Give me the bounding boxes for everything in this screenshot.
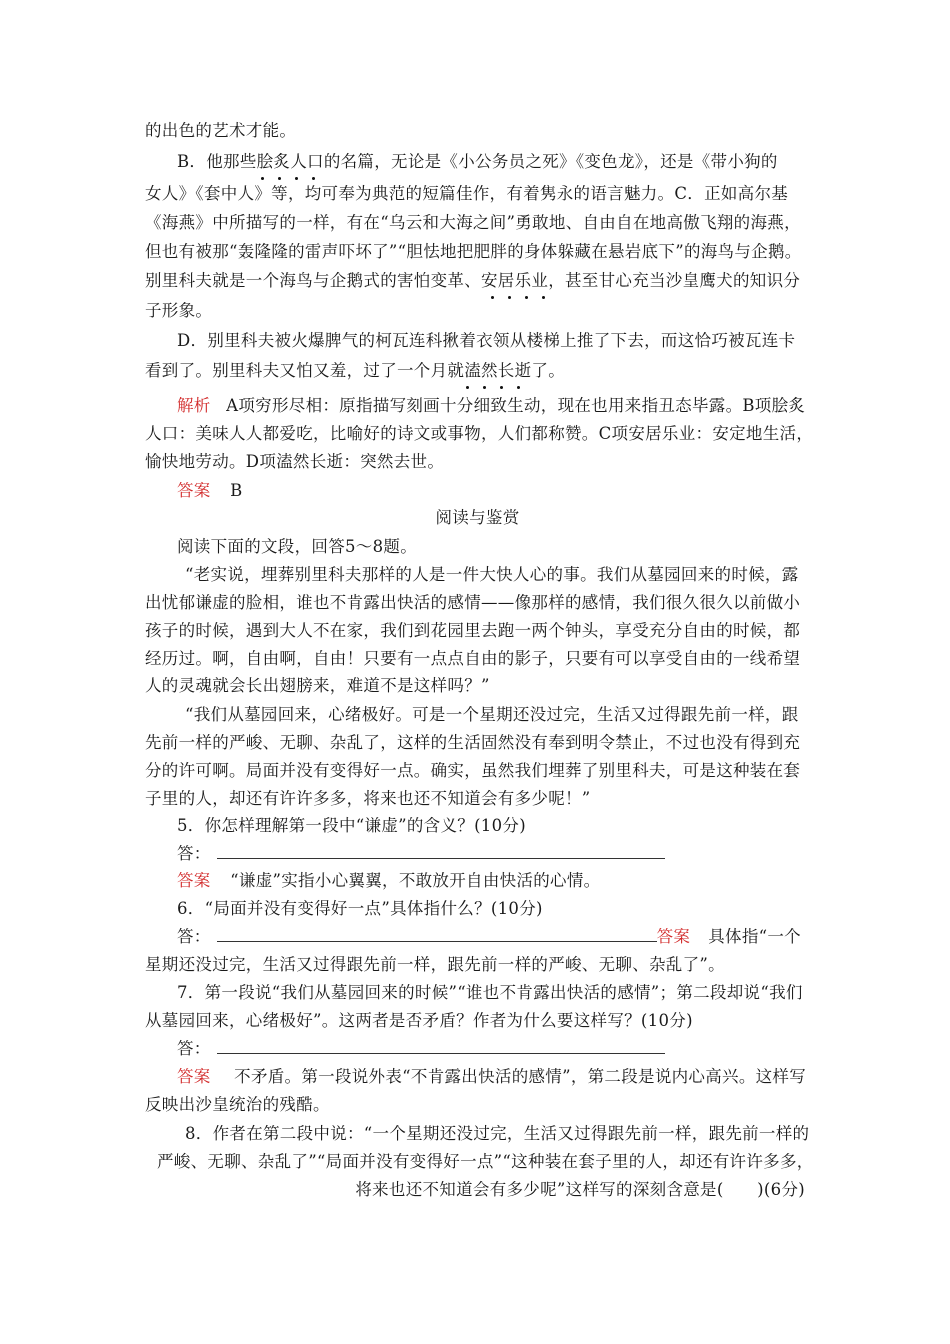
text-line: 看到了。别里科夫又怕又羞，过了一个月就溘然长逝了。 bbox=[145, 357, 810, 385]
answer-label: 答案 bbox=[656, 927, 691, 946]
passage-line: 经历过。啊，自由啊，自由！只要有一点点自由的影子，只要有可以享受自由的一线希望 bbox=[145, 649, 801, 668]
answer-7-line-2: 反映出沙皇统治的残酷。 bbox=[145, 1095, 330, 1114]
text-line: 《海燕》中所描写的一样，有在“乌云和大海之间”勇敢地、自由自在地高傲飞翔的海燕， bbox=[145, 213, 801, 232]
answer-line: 答案 B bbox=[177, 481, 243, 500]
question-7-line-1: 7．第一段说“我们从墓园回来的时候”“谁也不肯露出快活的感情”；第二段却说“我们 bbox=[177, 983, 803, 1002]
answer-field-5[interactable]: 答： bbox=[177, 840, 842, 868]
question-5: 5．你怎样理解第一段中“谦虚”的含义？(10分) bbox=[177, 816, 526, 835]
passage-line: 分的许可啊。局面并没有变得好一点。确实，虽然我们埋葬了别里科夫，可是这种装在套 bbox=[145, 761, 801, 780]
question-7-line-2: 从墓园回来，心绪极好”。这两者是否矛盾？作者为什么要这样写？(10分) bbox=[145, 1011, 693, 1030]
passage-line: “我们从墓园回来，心绪极好。可是一个星期还没过完，生活又过得跟先前一样，跟 bbox=[185, 705, 799, 724]
answer-field-7[interactable]: 答： bbox=[177, 1035, 842, 1063]
text-line: 女人》《套中人》等，均可奉为典范的短篇佳作，有着隽永的语言魅力。C．正如高尔基 bbox=[145, 184, 789, 203]
emphasis-dot bbox=[500, 386, 503, 389]
question-8-line-3: 将来也还不知道会有多少呢”这样写的深刻含意是( )(6分) bbox=[355, 1180, 805, 1199]
text-line: 愉快地劳动。D项溘然长逝：突然去世。 bbox=[145, 452, 445, 471]
emphasis-dot bbox=[466, 386, 469, 389]
text-line: 人口：美味人人都爱吃，比喻好的诗文或事物，人们都称赞。C项安居乐业：安定地生活， bbox=[145, 424, 814, 443]
passage-line: 孩子的时候，遇到大人不在家，我们到花园里去跑一两个钟头，享受充分自由的时候，都 bbox=[145, 621, 801, 640]
text-line: 别里科夫就是一个海鸟与企鹅式的害怕变革、安居乐业，甚至甘心充当沙皇鹰犬的知识分 bbox=[145, 267, 810, 295]
answer-5: 答案 “谦虚”实指小心翼翼，不敢放开自由快活的心情。 bbox=[177, 871, 601, 890]
text-line: 但也有被那“轰隆隆的雷声吓坏了”“胆怯地把肥胖的身体躲藏在悬岩底下”的海鸟与企鹅。 bbox=[145, 242, 802, 261]
passage-line: 子里的人，却还有许许多多，将来也还不知道会有多少呢！” bbox=[145, 789, 591, 808]
answer-label: 答案 bbox=[177, 871, 211, 890]
analysis-label: 解析 bbox=[177, 396, 211, 415]
emphasis-dot bbox=[483, 386, 486, 389]
answer-blank[interactable] bbox=[217, 1039, 665, 1054]
instruction-line: 阅读下面的文段，回答5～8题。 bbox=[177, 537, 417, 556]
answer-blank[interactable] bbox=[217, 844, 665, 859]
text-line: 子形象。 bbox=[145, 301, 213, 320]
answer-label: 答案 bbox=[177, 1067, 211, 1086]
analysis-line-1: 解析 A项穷形尽相：原指描写刻画十分细致生动，现在也用来指丑态毕露。B项脍炙 bbox=[177, 396, 806, 415]
answer-label: 答案 bbox=[177, 481, 211, 500]
question-6: 6．“局面并没有变得好一点”具体指什么？(10分) bbox=[177, 899, 543, 918]
option-b-line-1: B．他那些脍炙人口的名篇，无论是《小公务员之死》《变色龙》，还是《带小狗的 bbox=[177, 148, 842, 176]
option-d-line-1: D．别里科夫被火爆脾气的柯瓦连科揪着衣领从楼梯上推了下去，而这恰巧被瓦连卡 bbox=[177, 331, 796, 350]
question-8-line-1: 8．作者在第二段中说：“一个星期还没过完，生活又过得跟先前一样，跟先前一样的 bbox=[185, 1124, 810, 1143]
emphasis-dot bbox=[517, 386, 520, 389]
passage-line: “老实说，埋葬别里科夫那样的人是一件大快人心的事。我们从墓园回来的时候，露 bbox=[185, 565, 799, 584]
answer-7-line-1: 答案 不矛盾。第一段说外表“不肯露出快活的感情”，第二段是说内心高兴。这样写 bbox=[177, 1067, 807, 1086]
passage-line: 人的灵魂就会长出翅膀来，难道不是这样吗？” bbox=[145, 676, 490, 695]
answer-blank[interactable] bbox=[217, 927, 657, 942]
section-heading: 阅读与鉴赏 bbox=[435, 508, 520, 527]
question-8-line-2: 严峻、无聊、杂乱了”“局面并没有变得好一点”“这种装在套子里的人，却还有许许多多， bbox=[157, 1152, 814, 1171]
answer-6-line: 星期还没过完，生活又过得跟先前一样，跟先前一样的严峻、无聊、杂乱了”。 bbox=[145, 955, 725, 974]
answer-field-6[interactable]: 答： 答案 具体指“一个 bbox=[177, 927, 801, 946]
passage-line: 出忧郁谦虚的脸相，谁也不肯露出快活的感情——像那样的感情，我们很久很久以前做小 bbox=[145, 593, 801, 612]
passage-line: 先前一样的严峻、无聊、杂乱了，这样的生活固然没有奉到明令禁止，不过也没有得到充 bbox=[145, 733, 801, 752]
text-line: 的出色的艺术才能。 bbox=[145, 121, 297, 140]
